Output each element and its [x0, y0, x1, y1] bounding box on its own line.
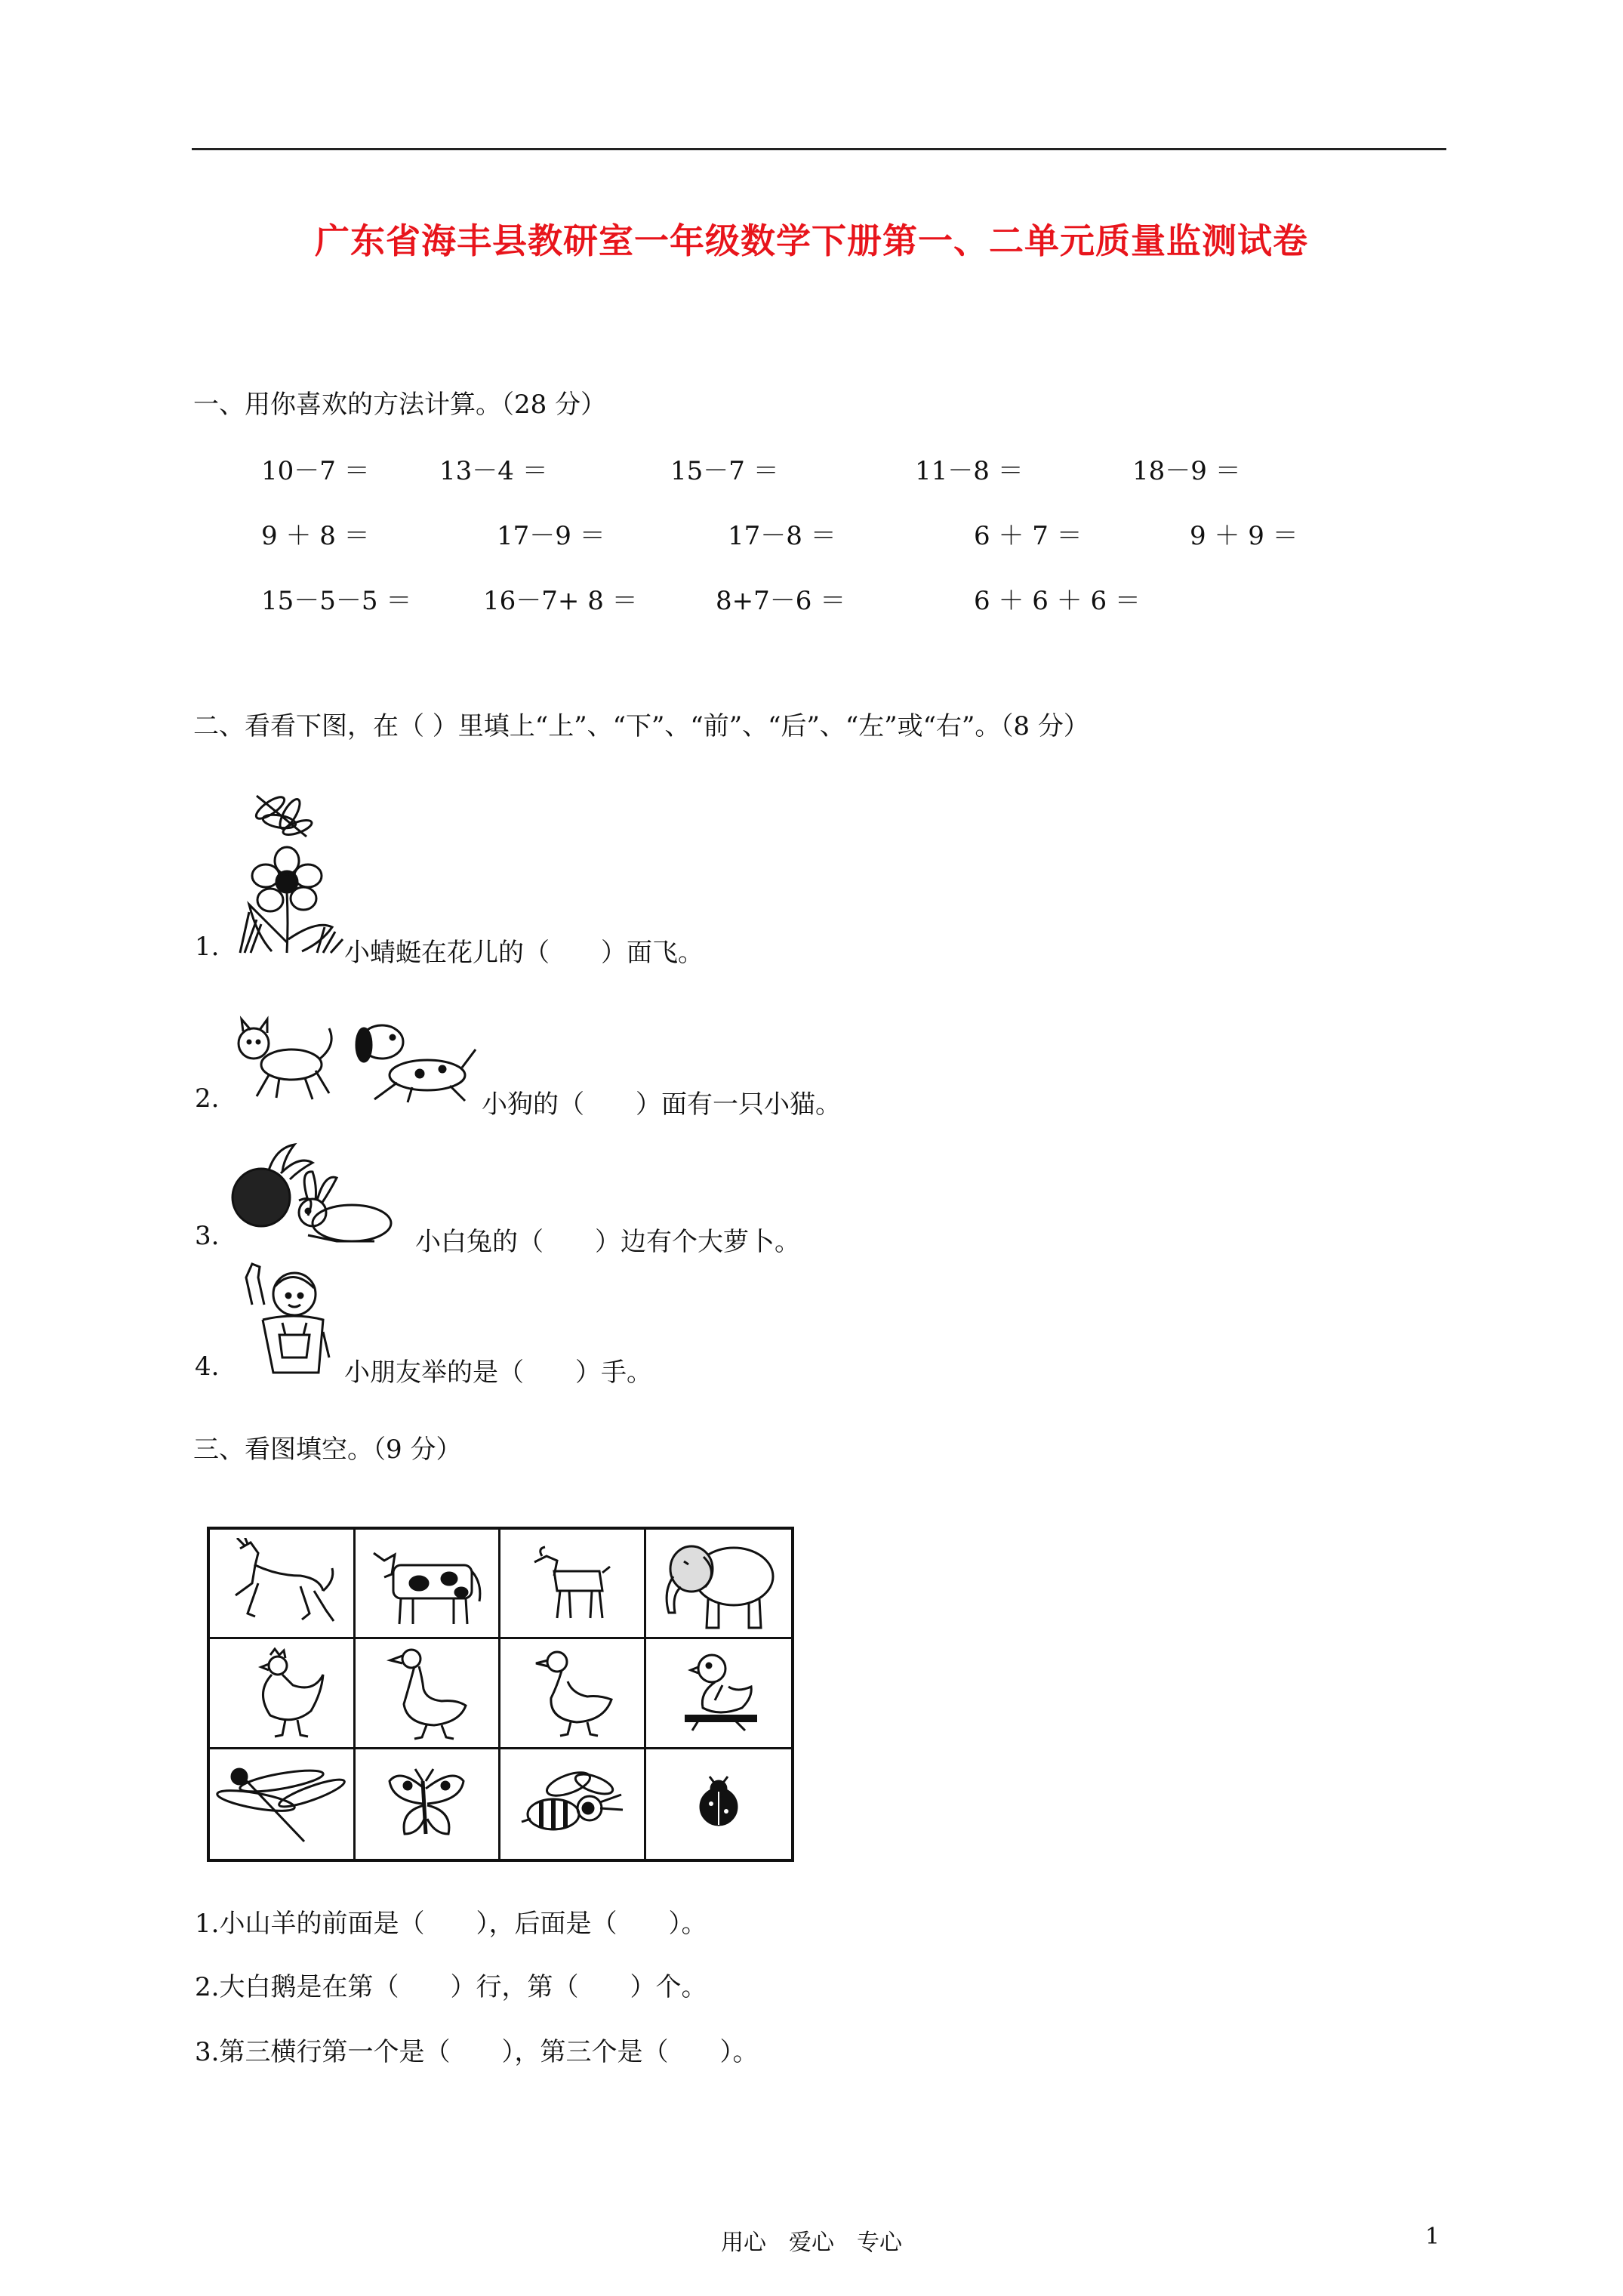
- arith-problem: 13－4 ＝: [439, 456, 548, 486]
- item-number: 1.: [195, 932, 220, 962]
- grid-cell: [500, 1749, 646, 1859]
- animal-grid: [207, 1527, 794, 1862]
- question-text: 小白兔的（ ）边有个大萝卜。: [415, 1227, 800, 1257]
- grid-cell: [210, 1639, 356, 1749]
- arith-problem: 6 ＋ 6 ＋ 6 ＝: [974, 586, 1141, 616]
- dragonfly-icon: [214, 1758, 350, 1849]
- cat-dog-icon: [223, 1015, 480, 1105]
- question-text: 3.第三横行第一个是（ ），第三个是（ ）。: [195, 2037, 759, 2067]
- grid-cell: [646, 1749, 792, 1859]
- arith-problem: 17－9 ＝: [497, 521, 605, 551]
- grid-cell: [356, 1749, 501, 1859]
- question-text: 1.小山羊的前面是（ ），后面是（ ）。: [195, 1909, 707, 1939]
- goose-icon: [381, 1644, 472, 1742]
- ladybug-icon: [688, 1774, 749, 1834]
- arith-problem: 16－7+ 8 ＝: [483, 586, 638, 616]
- duck-icon: [527, 1644, 617, 1742]
- question-text: 小狗的（ ）面有一只小猫。: [482, 1089, 841, 1120]
- child-raising-hand-icon: [240, 1259, 331, 1377]
- grid-cell: [210, 1530, 356, 1639]
- section3-heading: 三、看图填空。（9 分）: [193, 1435, 462, 1465]
- arith-problem: 17－8 ＝: [728, 521, 836, 551]
- item-number: 3.: [195, 1221, 220, 1251]
- arith-problem: 15－7 ＝: [670, 456, 779, 486]
- item-number: 2.: [195, 1083, 220, 1114]
- horse-icon: [225, 1538, 338, 1629]
- arith-problem: 10－7 ＝: [261, 456, 370, 486]
- arith-problem: 9 ＋ 8 ＝: [261, 521, 370, 551]
- bee-icon: [516, 1766, 629, 1841]
- arith-problem: 18－9 ＝: [1132, 456, 1241, 486]
- elephant-icon: [658, 1534, 779, 1632]
- question-text: 2.大白鹅是在第（ ）行，第（ ）个。: [195, 1972, 707, 2002]
- grid-cell: [646, 1530, 792, 1639]
- arith-problem: 9 ＋ 9 ＝: [1190, 521, 1298, 551]
- goat-icon: [527, 1546, 617, 1621]
- footer-text: 用心 爱心 专心: [721, 2230, 902, 2256]
- item-number: 4.: [195, 1351, 220, 1382]
- dragonfly-flower-icon: [234, 791, 347, 954]
- section2-heading: 二、看看下图，在（ ）里填上“上”、“下”、“前”、“后”、“左”或“右”。（8 分）: [193, 711, 1089, 741]
- section1-heading: 一、用你喜欢的方法计算。（28 分）: [193, 390, 607, 420]
- question-text: 小朋友举的是（ ）手。: [344, 1358, 652, 1388]
- grid-cell: [356, 1530, 501, 1639]
- arith-problem: 15－5－5 ＝: [261, 586, 412, 616]
- grid-cell: [356, 1639, 501, 1749]
- cow-icon: [366, 1538, 487, 1629]
- arith-problem: 8+7－6 ＝: [716, 586, 846, 616]
- grid-cell: [646, 1639, 792, 1749]
- radish-rabbit-icon: [223, 1140, 405, 1246]
- chick-icon: [670, 1647, 768, 1738]
- question-text: 小蜻蜓在花儿的（ ）面飞。: [344, 938, 704, 968]
- top-rule: [192, 148, 1446, 150]
- butterfly-icon: [385, 1766, 468, 1841]
- page-number: 1: [1425, 2224, 1440, 2250]
- arith-problem: 6 ＋ 7 ＝: [974, 521, 1083, 551]
- grid-cell: [500, 1639, 646, 1749]
- grid-cell: [500, 1530, 646, 1639]
- grid-cell: [210, 1749, 356, 1859]
- arith-problem: 11－8 ＝: [915, 456, 1024, 486]
- page-title: 广东省海丰县教研室一年级数学下册第一、二单元质量监测试卷: [315, 220, 1308, 261]
- rooster-icon: [233, 1647, 331, 1738]
